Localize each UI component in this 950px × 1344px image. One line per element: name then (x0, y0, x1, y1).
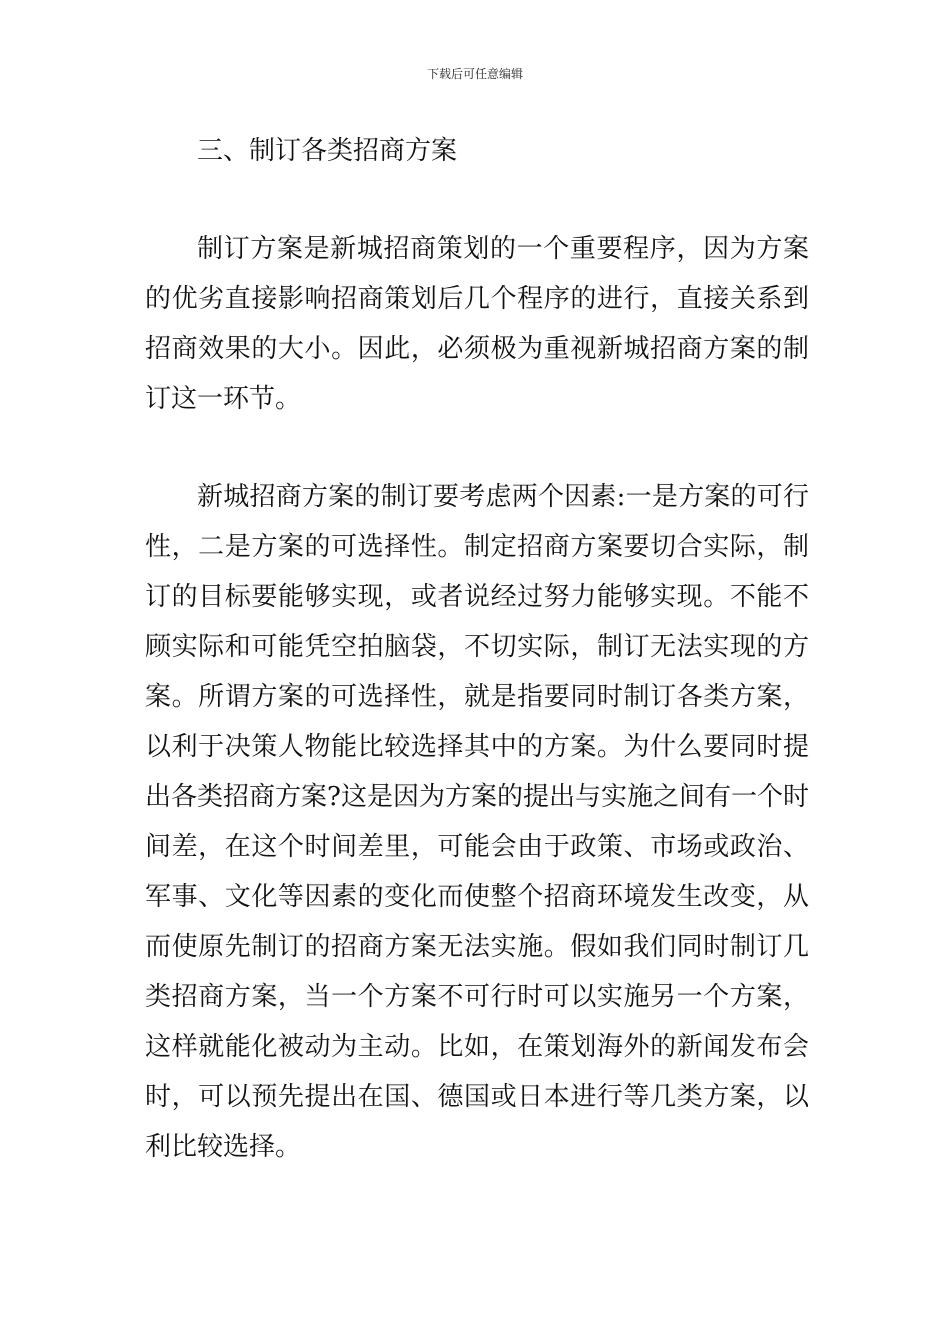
section-heading: 三、制订各类招商方案 (197, 136, 458, 166)
paragraph-2: 新城招商方案的制订要考虑两个因素:一是方案的可行性，二是方案的可选择性。制定招商方案要切合实际，制订的目标要能够实现，或者说经过努力能够实现。不能不顾实际和可能凭空拍脑袋，不切实际，制订无法实现的方案。所谓方案的可选择性，就是指要同时制订各类方案，以利于决策人物能比较选择其中的方案。为什么要同时提出各类招商方案?这是因为方案的提出与实施之间有一个时间差，在这个时间差里，可能会由于政策、市场或政治、军事、文化等因素的变化而使整个招商环境发生改变，从而使原先制订的招商方案无法实施。假如我们同时制订几类招商方案，当一个方案不可行时可以实施另一个方案，这样就能化被动为主动。比如，在策划海外的新闻发布会时，可以预先提出在国、德国或日本进行等几类方案，以利比较选择。 (145, 482, 809, 1162)
spacer (145, 424, 809, 472)
paragraph-1: 制订方案是新城招商策划的一个重要程序，因为方案的优劣直接影响招商策划后几个程序的进行，直接关系到招商效果的大小。因此，必须极为重视新城招商方案的制订这一环节。 (145, 234, 809, 414)
header-note: 下载后可任意编辑 (426, 67, 523, 81)
document-body (145, 126, 809, 1172)
spacer (145, 176, 809, 224)
